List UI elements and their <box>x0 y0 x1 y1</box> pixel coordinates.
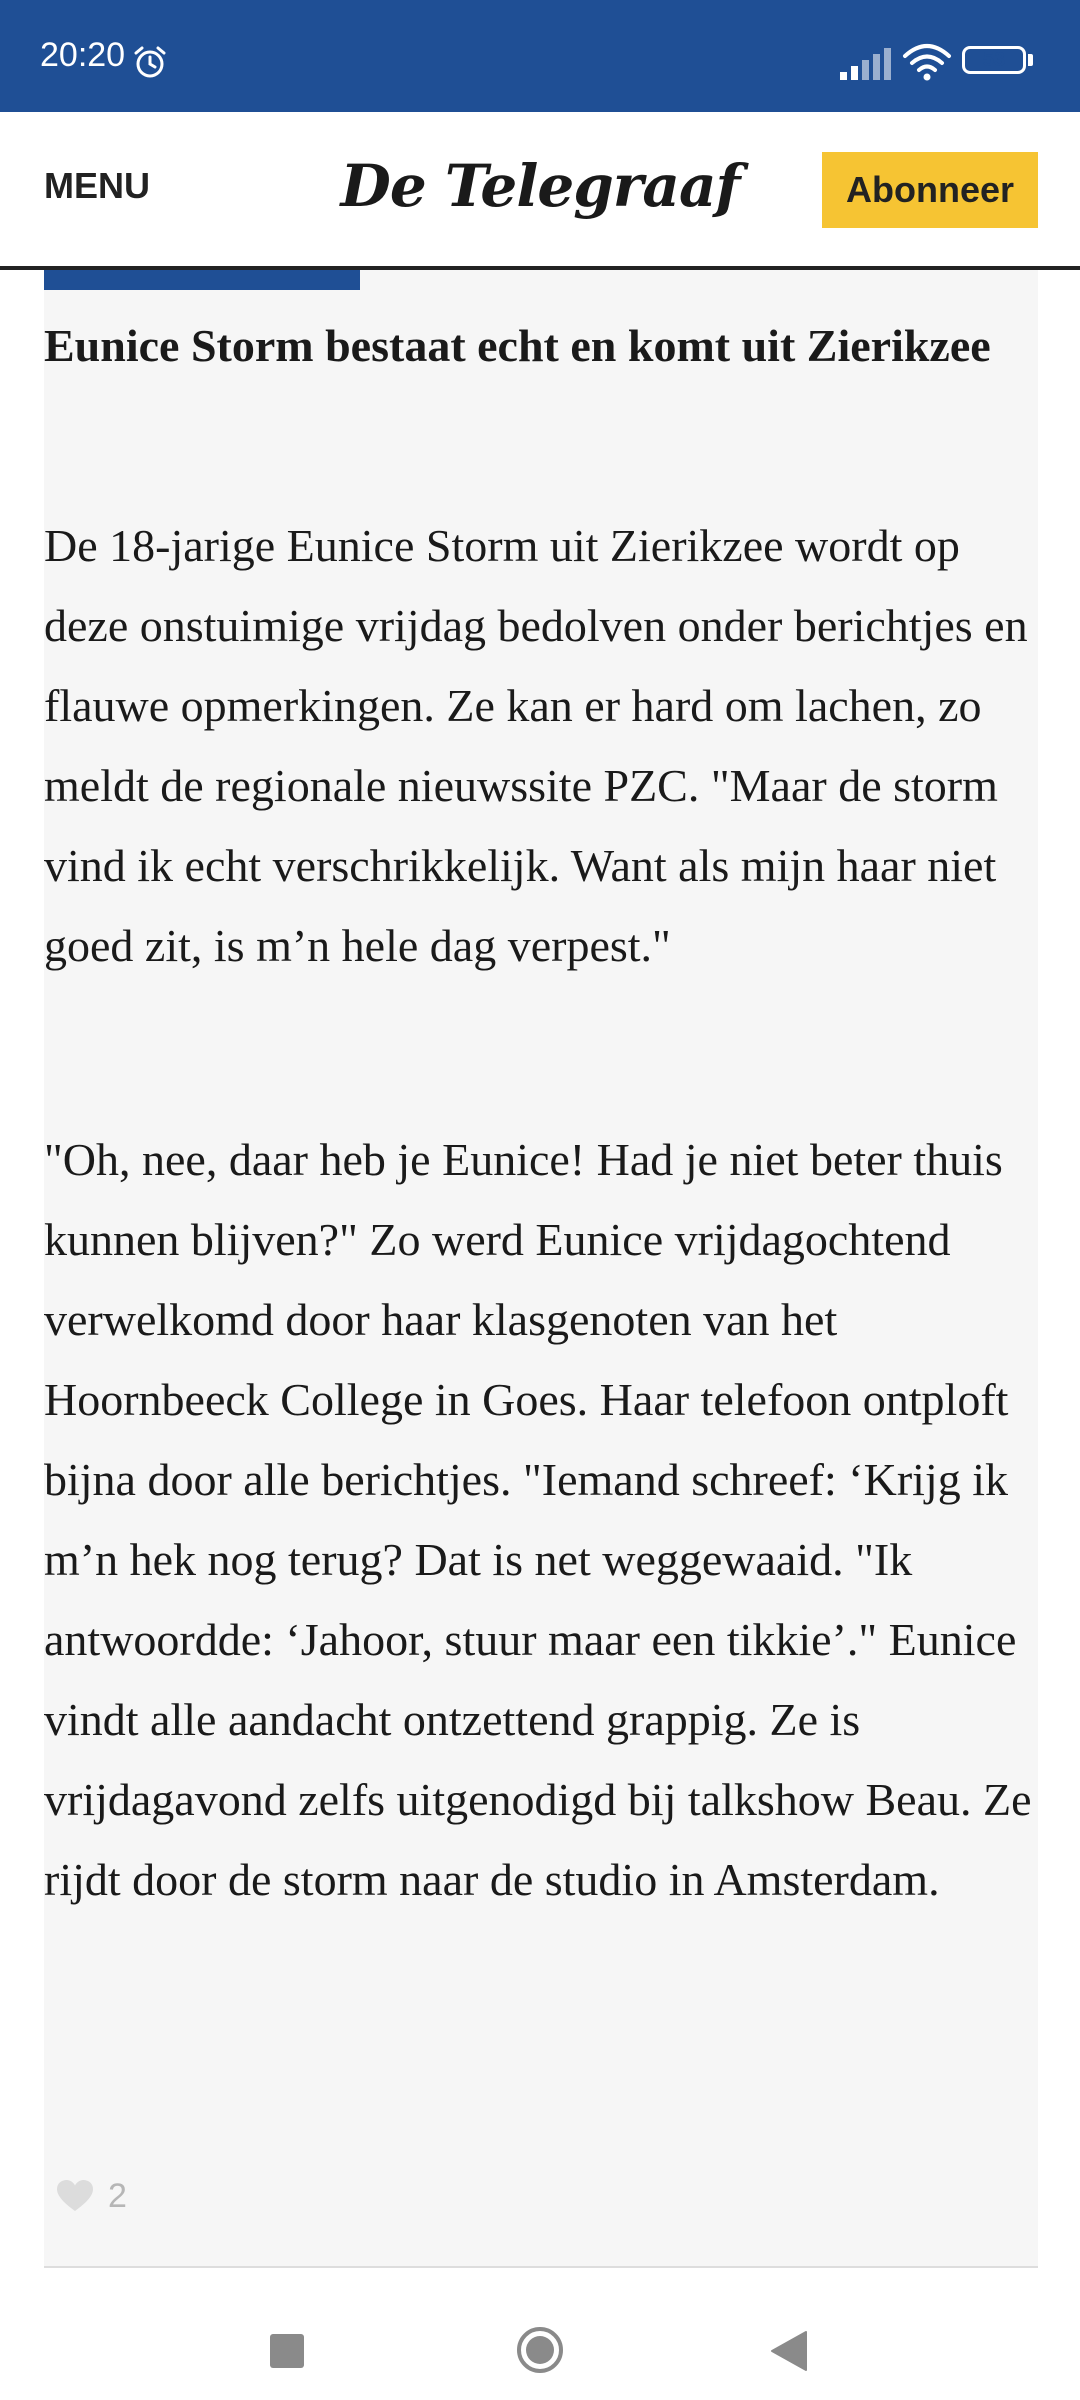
home-button[interactable] <box>516 2326 564 2374</box>
battery-nub <box>1028 54 1033 66</box>
back-button[interactable] <box>768 2330 808 2372</box>
article-paragraph: "Oh, nee, daar heb je Eunice! Had je niet beter thuis kunnen blijven?" Zo werd Eunice vrijdagochtend verwelkomd door haar klasgenoten van het Hoornbeeck College in Goes. Haar telefoon ontploft bijna door alle berichtjes. "Iemand schreef: ‘Krijg ik m’n hek nog terug? Dat is net weggewaaid. "Ik antwoordde: ‘Jahoor, stuur maar een tikkie’." Eunice vindt alle aandacht ontzettend grappig. Ze is vrijdagavond zelfs uitgenodigd bij talkshow Beau. Ze rijdt door de storm naar de studio in Amsterdam. <box>44 1134 1032 1905</box>
article-card <box>44 270 1038 2268</box>
status-time: 20:20 <box>40 36 126 74</box>
like-count: 2 <box>108 2176 127 2215</box>
like-button[interactable] <box>56 2174 127 2218</box>
navigation-bar <box>0 2270 1080 2400</box>
subscribe-button[interactable]: Abonneer <box>822 152 1038 228</box>
alarm-icon <box>132 44 168 80</box>
recents-button[interactable] <box>270 2334 304 2368</box>
menu-button[interactable]: MENU <box>44 165 150 206</box>
status-bar <box>0 0 1080 112</box>
battery-icon <box>962 46 1026 74</box>
site-logo[interactable]: De Telegraaf <box>340 152 740 220</box>
card-bottom-divider <box>44 2266 1038 2268</box>
battery-level: 53 <box>982 49 1006 71</box>
card-accent-bar <box>44 270 360 290</box>
signal-icon <box>838 46 892 80</box>
article-heading: Eunice Storm bestaat echt en komt uit Zierikzee <box>44 320 991 371</box>
article-paragraph: De 18-jarige Eunice Storm uit Zierikzee wordt op deze onstuimige vrijdag bedolven onder berichtjes en flauwe opmerkingen. Ze kan er hard om lachen, zo meldt de regionale nieuwssite PZC. "Maar de storm vind ik echt verschrikkelijk. Want als mijn haar niet goed zit, is m’n hele dag verpest." <box>44 520 1028 971</box>
wifi-icon <box>902 42 952 82</box>
heart-icon <box>56 2179 94 2213</box>
site-header <box>0 112 1080 268</box>
